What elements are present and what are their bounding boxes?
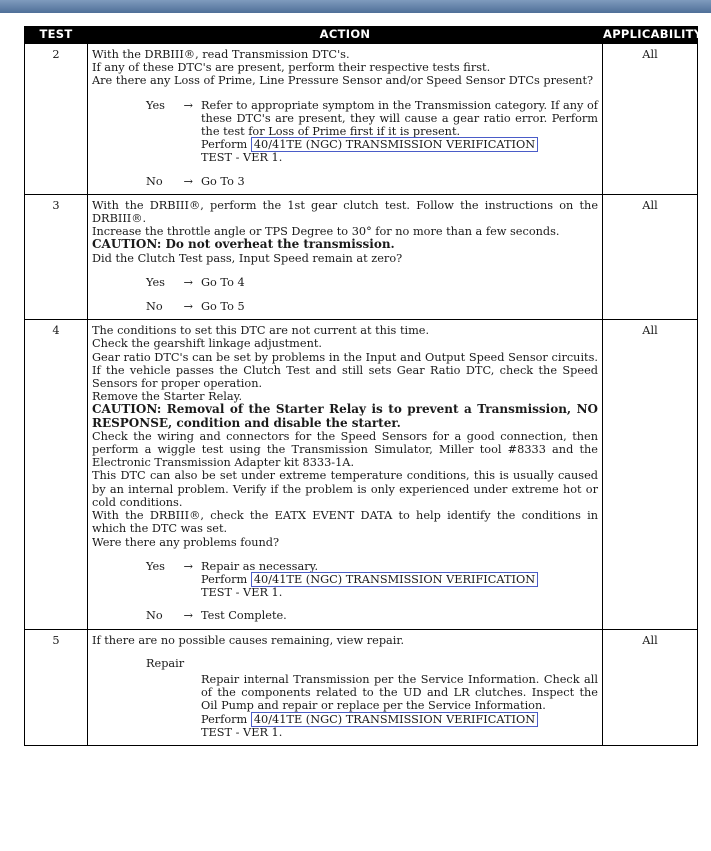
- action-line: Check the wiring and connectors for the Speed Sensors for a good connection, then perform a wiggle test using the Transmission Simulator, Miller tool #8333 and the Electronic Transmission Adapter kit 8333-1A.: [92, 429, 598, 470]
- arrow-icon: →: [183, 174, 193, 188]
- action-line: Check the gearshift linkage adjustment.: [92, 337, 322, 351]
- applicability-value: All: [603, 629, 698, 745]
- verification-test-link-tail: TEST - VER 1.: [201, 725, 283, 739]
- no-branch: [146, 609, 598, 622]
- perform-label: Perform: [201, 572, 248, 586]
- verification-test-link[interactable]: 40/41TE (NGC) TRANSMISSION VERIFICATION: [251, 712, 538, 727]
- yes-branch: [146, 276, 598, 289]
- test-number: 5: [25, 629, 88, 745]
- diagnostic-table: [24, 26, 703, 746]
- action-cell: [88, 44, 603, 195]
- test-number: 2: [25, 44, 88, 195]
- verification-test-link[interactable]: 40/41TE (NGC) TRANSMISSION VERIFICATION: [251, 137, 538, 152]
- top-bar: [0, 0, 711, 13]
- yes-branch: [146, 560, 598, 600]
- no-branch: [146, 175, 598, 188]
- action-cell: [88, 629, 603, 745]
- header-applicability: APPLICABILITY: [603, 27, 698, 44]
- yes-label: Yes: [146, 98, 165, 112]
- action-line: The conditions to set this DTC are not current at this time.: [92, 324, 430, 338]
- action-question: Did the Clutch Test pass, Input Speed remain at zero?: [92, 251, 403, 265]
- action-question: Were there any problems found?: [92, 535, 280, 549]
- arrow-icon: →: [183, 559, 193, 573]
- no-label: No: [146, 609, 163, 623]
- yes-label: Yes: [146, 559, 165, 573]
- yes-text: Go To 4: [201, 275, 245, 289]
- applicability-value: All: [603, 194, 698, 319]
- no-label: No: [146, 174, 163, 188]
- caution-text: CAUTION: Do not overheat the transmission.: [92, 237, 395, 252]
- verification-test-link-tail: TEST - VER 1.: [201, 151, 283, 165]
- header-test: TEST: [25, 27, 88, 44]
- caution-text: CAUTION: Removal of the Starter Relay is to prevent a Transmission, NO RESPONSE, condition and disable the starter.: [92, 402, 598, 430]
- table-row-test-2: [25, 44, 698, 195]
- yes-label: Yes: [146, 275, 165, 289]
- test-number: 4: [25, 320, 88, 629]
- no-text: Go To 5: [201, 300, 245, 314]
- no-branch: [146, 300, 598, 313]
- action-line: Gear ratio DTC's can be set by problems in the Input and Output Speed Sensor circuits. If the vehicle passes the Clutch Test and still sets Gear Ratio DTC, check the Speed Sensors for proper operation.: [92, 350, 598, 391]
- action-cell: [88, 194, 603, 319]
- action-cell: [88, 320, 603, 629]
- no-text: Go To 3: [201, 174, 245, 188]
- arrow-icon: →: [183, 609, 193, 623]
- applicability-value: All: [603, 44, 698, 195]
- perform-label: Perform: [201, 712, 248, 726]
- action-line: If there are no possible causes remaining, view repair.: [92, 633, 405, 647]
- arrow-icon: →: [183, 275, 193, 289]
- arrow-icon: →: [183, 300, 193, 314]
- perform-label: Perform: [201, 138, 248, 152]
- action-line: Remove the Starter Relay.: [92, 390, 243, 404]
- table-header-row: [25, 27, 698, 44]
- table-row-test-5: [25, 629, 698, 745]
- header-action: ACTION: [88, 27, 603, 44]
- repair-body: [201, 673, 598, 739]
- action-line: With the DRBIII®, check the EATX EVENT DATA to help identify the conditions in which the DTC was set.: [92, 509, 598, 536]
- verification-test-link-tail: TEST - VER 1.: [201, 586, 283, 600]
- action-line: With the DRBIII®, perform the 1st gear clutch test. Follow the instructions on the DRBIII®.: [92, 198, 598, 226]
- action-question: Are there any Loss of Prime, Line Pressure Sensor and/or Speed Sensor DTCs present?: [92, 74, 594, 88]
- no-text: Test Complete.: [201, 609, 287, 623]
- action-line: With the DRBIII®, read Transmission DTC's.: [92, 48, 350, 61]
- applicability-value: All: [603, 320, 698, 629]
- arrow-icon: →: [183, 98, 193, 112]
- table-row-test-4: [25, 320, 698, 629]
- table-row-test-3: [25, 194, 698, 319]
- yes-text: Refer to appropriate symptom in the Transmission category. If any of these DTC's are present, they will cause a gear ratio error. Perform the test for Loss of Prime first if it is present.: [201, 98, 598, 139]
- repair-label: Repair: [146, 656, 185, 670]
- yes-text: Repair as necessary.: [201, 559, 319, 573]
- yes-branch: [146, 99, 598, 165]
- verification-test-link[interactable]: 40/41TE (NGC) TRANSMISSION VERIFICATION: [251, 572, 538, 587]
- action-line: If any of these DTC's are present, perform their respective tests first.: [92, 61, 491, 75]
- action-line: This DTC can also be set under extreme temperature conditions, this is usually caused by an internal problem. Verify if the problem is only experienced under extreme hot or cold conditions.: [92, 469, 598, 509]
- repair-text: Repair internal Transmission per the Service Information. Check all of the components related to the UD and LR clutches. Inspect the Oil Pump and repair or replace per the Service Information.: [201, 672, 598, 713]
- test-number: 3: [25, 194, 88, 319]
- action-line: Increase the throttle angle or TPS Degree to 30° for no more than a few seconds.: [92, 225, 560, 239]
- no-label: No: [146, 300, 163, 314]
